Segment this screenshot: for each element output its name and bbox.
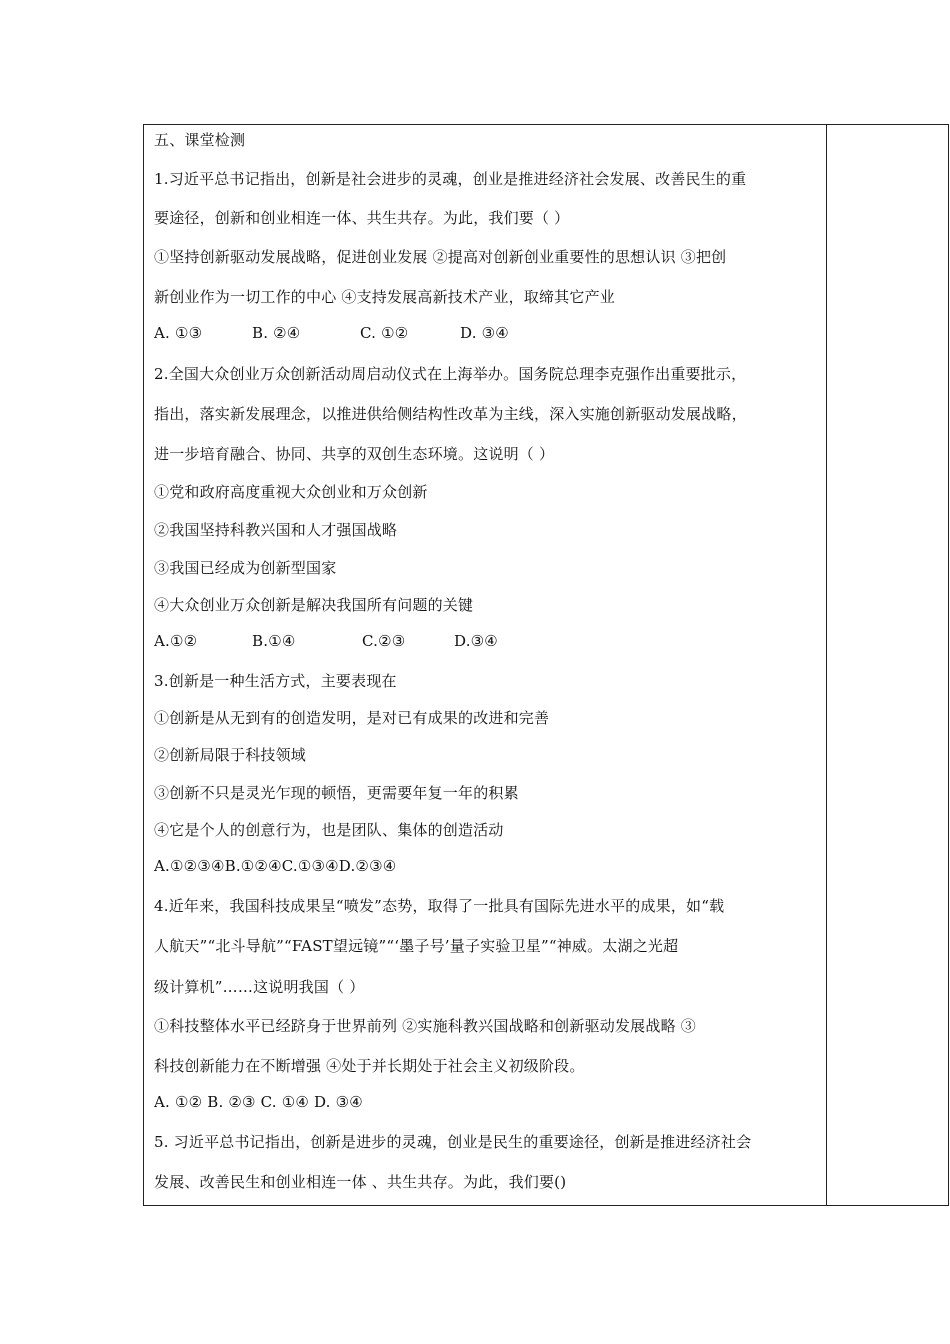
q2-choice-d: D.③④ bbox=[454, 632, 498, 650]
q3-stem: 3.创新是一种生活方式，主要表现在 bbox=[154, 672, 397, 690]
q4-choices: A. ①② B. ②③ C. ①④ D. ③④ bbox=[154, 1093, 363, 1111]
q5-stem-line-2: 发展、改善民生和创业相连一体 、共生共存。为此，我们要() bbox=[154, 1173, 567, 1191]
q3-option-3: ③创新不只是灵光乍现的顿悟，更需要年复一年的积累 bbox=[154, 784, 519, 802]
q2-choice-b: B.①④ bbox=[252, 632, 296, 650]
q2-option-3: ③我国已经成为创新型国家 bbox=[154, 559, 337, 577]
q4-stem-line-3: 级计算机”……这说明我国（ ） bbox=[154, 978, 365, 996]
q1-stem-line-2: 要途径，创新和创业相连一体、共生共存。为此，我们要（ ） bbox=[154, 209, 570, 227]
q2-option-1: ①党和政府高度重视大众创业和万众创新 bbox=[154, 483, 428, 501]
q1-choice-b: B. ②④ bbox=[252, 324, 301, 342]
q3-option-1: ①创新是从无到有的创造发明，是对已有成果的改进和完善 bbox=[154, 709, 550, 727]
q1-choices bbox=[154, 324, 509, 342]
q1-choice-c: C. ①② bbox=[360, 324, 409, 342]
q3-option-2: ②创新局限于科技领域 bbox=[154, 746, 307, 764]
q2-option-4: ④大众创业万众创新是解决我国所有问题的关键 bbox=[154, 596, 474, 614]
worksheet-table bbox=[143, 124, 949, 1206]
q1-options-line-2: 新创业作为一切工作的中心 ④支持发展高新技术产业，取缔其它产业 bbox=[154, 288, 615, 306]
q2-stem-line-2: 指出，落实新发展理念，以推进供给侧结构性改革为主线，深入实施创新驱动发展战略， bbox=[154, 405, 747, 423]
q2-stem-line-3: 进一步培育融合、协同、共享的双创生态环境。这说明（ ） bbox=[154, 445, 555, 463]
q2-choices bbox=[154, 632, 498, 650]
right-cell bbox=[827, 125, 948, 1205]
q5-stem-line-1: 5. 习近平总书记指出，创新是进步的灵魂，创业是民生的重要途径，创新是推进经济社会 bbox=[154, 1133, 752, 1151]
q1-options-line-1: ①坚持创新驱动发展战略，促进创业发展 ②提高对创新创业重要性的思想认识 ③把创 bbox=[154, 248, 727, 266]
q1-stem-line-1: 1.习近平总书记指出，创新是社会进步的灵魂，创业是推进经济社会发展、改善民生的重 bbox=[154, 170, 747, 188]
q3-option-4: ④它是个人的创意行为，也是团队、集体的创造活动 bbox=[154, 821, 504, 839]
q2-option-2: ②我国坚持科教兴国和人才强国战略 bbox=[154, 521, 398, 539]
q1-choice-d: D. ③④ bbox=[460, 324, 509, 342]
q1-choice-a: A. ①③ bbox=[154, 324, 203, 342]
q4-options-line-2: 科技创新能力在不断增强 ④处于并长期处于社会主义初级阶段。 bbox=[154, 1057, 585, 1075]
q2-stem-line-1: 2.全国大众创业万众创新活动周启动仪式在上海举办。国务院总理李克强作出重要批示， bbox=[154, 365, 747, 383]
q2-choice-c: C.②③ bbox=[362, 632, 406, 650]
q4-options-line-1: ①科技整体水平已经跻身于世界前列 ②实施科教兴国战略和创新驱动发展战略 ③ bbox=[154, 1017, 696, 1035]
q4-stem-line-2: 人航天”“北斗导航”“FAST望远镜”“‘墨子号’量子实验卫星”“神威。太湖之光超 bbox=[154, 937, 679, 955]
q3-choices: A.①②③④B.①②④C.①③④D.②③④ bbox=[154, 857, 397, 875]
q2-choice-a: A.①② bbox=[154, 632, 198, 650]
section-title: 五、课堂检测 bbox=[154, 131, 246, 149]
q4-stem-line-1: 4.近年来，我国科技成果呈“喷发”态势，取得了一批具有国际先进水平的成果，如“载 bbox=[154, 897, 725, 915]
